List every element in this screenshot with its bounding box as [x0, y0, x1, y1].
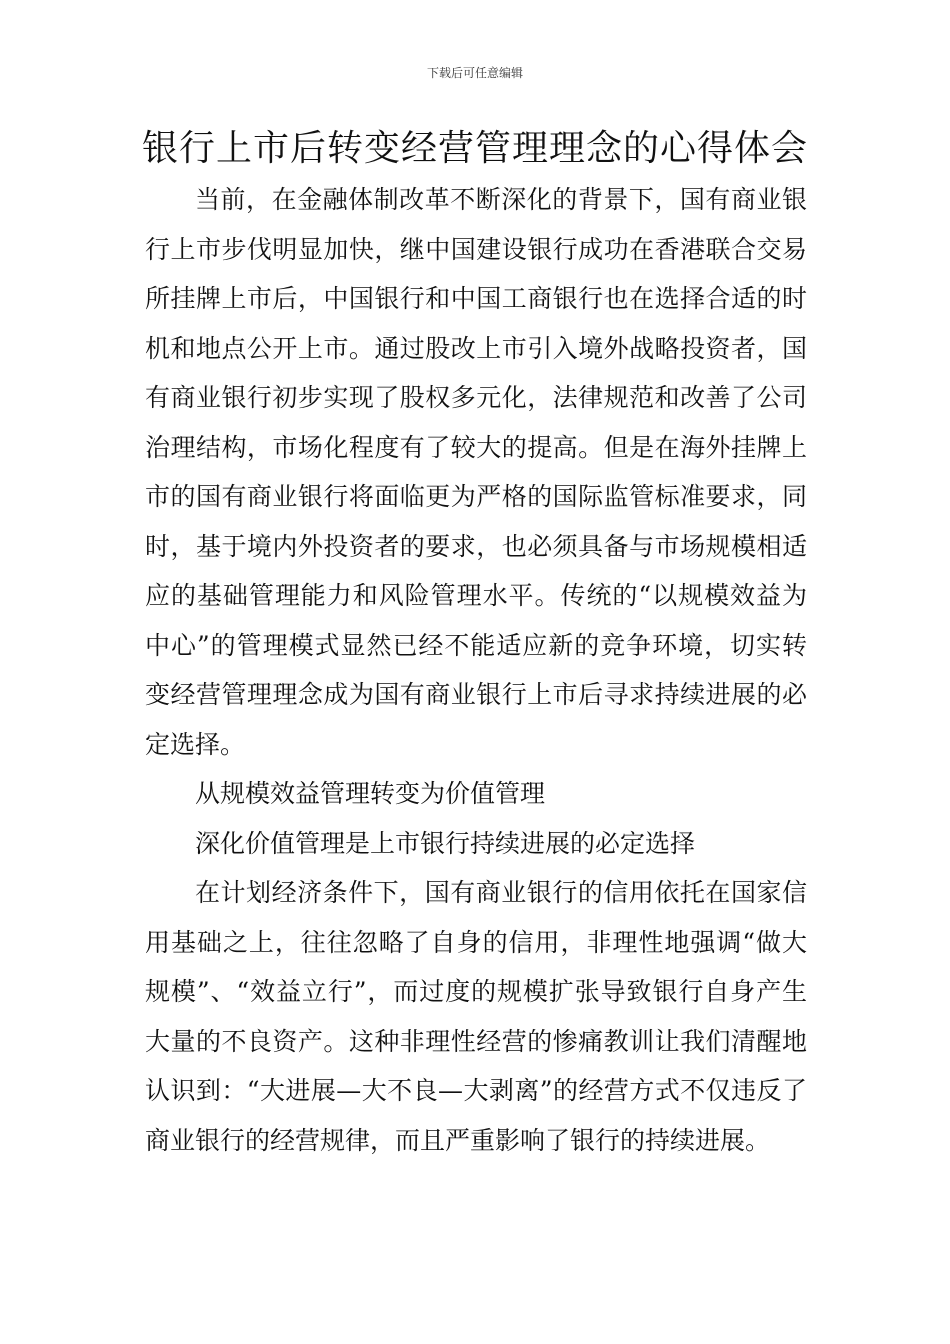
section-heading: 从规模效益管理转变为价值管理: [195, 779, 546, 808]
header-note: 下载后可任意编辑: [426, 66, 523, 80]
subsection-heading: 深化价值管理是上市银行持续进展的必定选择: [195, 828, 696, 858]
paragraph-intro: 当前，在金融体制改革不断深化的背景下，国有商业银行上市步伐明显加快，继中国建设银行成功在香港联合交易所挂牌上市后，中国银行和中国工商银行也在选择合适的时机和地点公开上市。通过股改上市引入境外战略投资者，国有商业银行初步实现了股权多元化，法律规范和改善了公司治理结构，市场化程度有了较大的提高。但是在海外挂牌上市的国有商业银行将面临更为严格的国际监管标准要求，同时，基于境内外投资者的要求，也必须具备与市场规模相适应的基础管理能力和风险管理水平。传统的“以规模效益为中心”的管理模式显然已经不能适应新的竞争环境，切实转变经营管理理念成为国有商业银行上市后寻求持续进展的必定选择。: [145, 185, 807, 759]
paragraph-body: 在计划经济条件下，国有商业银行的信用依托在国家信用基础之上，往往忽略了自身的信用，非理性地强调“做大规模”、“效益立行”，而过度的规模扩张导致银行自身产生大量的不良资产。这种非理性经营的惨痛教训让我们清醒地认识到：“大进展—大不良—大剥离”的经营方式不仅违反了商业银行的经营规律，而且严重影响了银行的持续进展。: [145, 878, 807, 1155]
document-title: 银行上市后转变经营管理理念的心得体会: [141, 128, 808, 169]
document-body: [145, 175, 807, 1165]
